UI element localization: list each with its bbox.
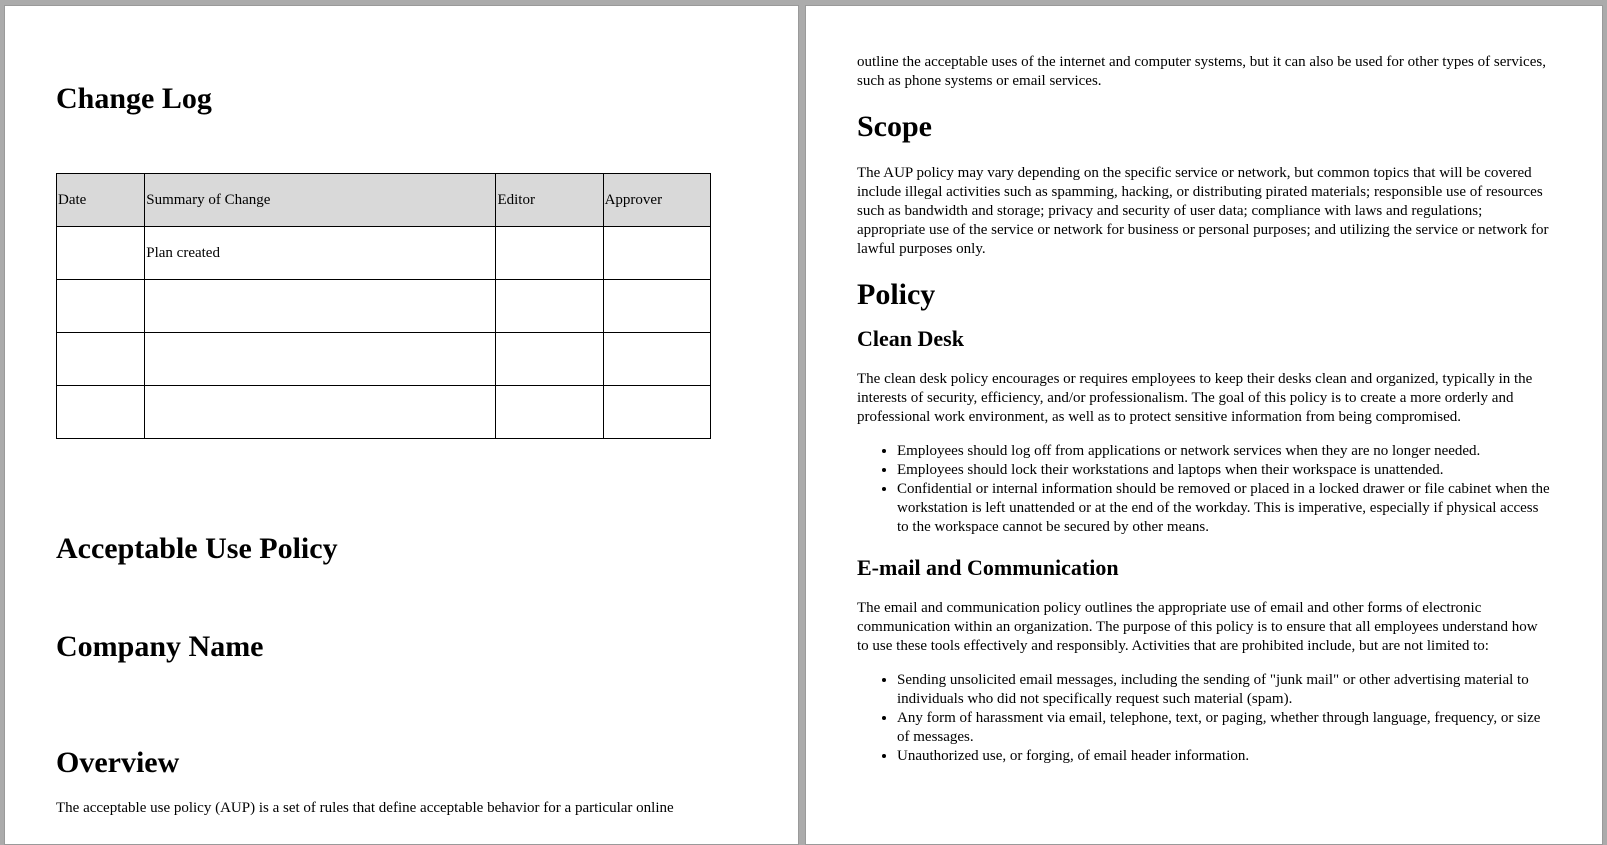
table-header-row [57, 174, 711, 227]
header-date: Date [57, 174, 145, 227]
cell-approver[interactable] [603, 280, 710, 333]
overview-continued-paragraph: outline the acceptable uses of the internet and computer systems, but it can also be used for other types of services, such as phone systems or email services. [857, 54, 1546, 89]
email-communication-heading: E-mail and Communication [857, 555, 1119, 580]
cell-editor[interactable] [496, 333, 603, 386]
clean-desk-list [857, 442, 1552, 537]
document-page-right [805, 5, 1603, 845]
cell-date[interactable] [57, 333, 145, 386]
clean-desk-paragraph: The clean desk policy encourages or requires employees to keep their desks clean and organized, typically in the interests of security, efficiency, and/or professionalism. The goal of this policy is to create a more orderly and professional work environment, as well as to protect sensitive information from being compromised. [857, 371, 1533, 425]
list-item: • Any form of harassment via email, telephone, text, or paging, whether through language, frequency, or size of messages. [897, 709, 1552, 747]
scope-heading: Scope [857, 110, 932, 143]
header-summary: Summary of Change [145, 174, 496, 227]
email-communication-paragraph: The email and communication policy outlines the appropriate use of email and other forms of electronic communication within an organization. The purpose of this policy is to ensure that all employees understand how to use these tools effectively and responsibly. Activities that are prohibited include, but are not limited to: [857, 600, 1538, 654]
document-page-left [4, 5, 799, 845]
header-approver: Approver [603, 174, 710, 227]
scope-paragraph: The AUP policy may vary depending on the specific service or network, but common topics that will be covered include illegal activities such as spamming, hacking, or distributing pirated materials; responsible use of resources such as bandwidth and storage; privacy and security of user data; compliance with laws and regulations; appropriate use of the service or network for business or personal purposes; and utilizing the service or network for lawful purposes only. [857, 165, 1549, 257]
header-editor: Editor [496, 174, 603, 227]
list-item: • Sending unsolicited email messages, including the sending of "junk mail" or other advertising material to individuals who did not specifically request such material (spam). [897, 671, 1552, 709]
email-prohibited-list [857, 671, 1552, 766]
list-item: • Unauthorized use, or forging, of email header information. [897, 747, 1552, 766]
cell-date[interactable] [57, 386, 145, 439]
cell-approver[interactable] [603, 227, 710, 280]
cell-summary[interactable] [145, 386, 496, 439]
cell-summary[interactable] [145, 280, 496, 333]
change-log-table [56, 173, 711, 439]
change-log-heading: Change Log [56, 82, 212, 115]
policy-heading: Policy [857, 278, 936, 311]
overview-heading: Overview [56, 746, 180, 779]
cell-approver[interactable] [603, 333, 710, 386]
cell-editor[interactable] [496, 227, 603, 280]
overview-paragraph: The acceptable use policy (AUP) is a set of rules that define acceptable behavior for a particular online [56, 800, 674, 816]
cell-summary[interactable]: Plan created [145, 227, 496, 280]
cell-date[interactable] [57, 227, 145, 280]
table-row [57, 280, 711, 333]
company-name-heading: Company Name [56, 630, 264, 663]
table-row [57, 227, 711, 280]
page-content-right [857, 53, 1552, 766]
cell-date[interactable] [57, 280, 145, 333]
cell-editor[interactable] [496, 386, 603, 439]
list-item: • Employees should log off from applications or network services when they are no longer needed. [897, 442, 1552, 461]
clean-desk-heading: Clean Desk [857, 326, 964, 351]
list-item: • Confidential or internal information should be removed or placed in a locked drawer or file cabinet when the workstation is left unattended or at the end of the workday. This is imperative, especially if physical access to the workspace cannot be secured by other means. [897, 480, 1552, 537]
list-item: • Employees should lock their workstations and laptops when their workspace is unattended. [897, 461, 1552, 480]
table-row [57, 386, 711, 439]
page-content-left [56, 6, 747, 818]
cell-editor[interactable] [496, 280, 603, 333]
cell-summary[interactable] [145, 333, 496, 386]
cell-approver[interactable] [603, 386, 710, 439]
aup-heading: Acceptable Use Policy [56, 532, 338, 565]
table-row [57, 333, 711, 386]
